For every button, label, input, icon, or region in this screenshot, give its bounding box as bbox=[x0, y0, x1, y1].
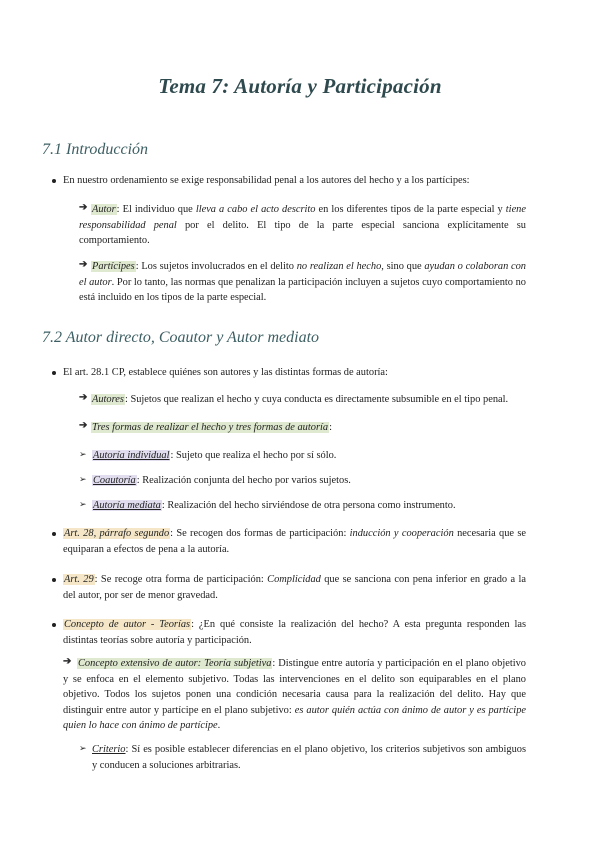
arrow-icon: ➔ bbox=[63, 656, 72, 667]
text: por el delito. El tipo de la parte especial sanciona explícitamente su comportamiento. bbox=[79, 219, 526, 246]
coautoria-term: Coautoría bbox=[93, 475, 136, 486]
participes-term: Partícipes bbox=[92, 261, 135, 272]
art-28-term: Art. 28, párrafo segundo bbox=[64, 528, 170, 539]
text: . bbox=[217, 720, 221, 731]
arrow-icon: ➔ bbox=[79, 202, 88, 213]
tres-formas-term: Tres formas de realizar el hecho y tres formas de autoría bbox=[92, 422, 329, 433]
text: : Distingue entre autoría y participación en el plano objetivo y se enfoca en el elemento subjetivo. Todas las intervenciones en el delito son equiparables en el plano objetivo. Todos los sujetos ponen una condición necesaria causa para la realización del delito. Hay que distinguir entre autor y partícipe en el plano subjetivo: bbox=[63, 658, 526, 716]
emphasis: inducción y cooperación bbox=[349, 528, 454, 539]
coautoria bbox=[92, 473, 522, 489]
text: , sino que bbox=[381, 261, 425, 272]
bullet-concepto-autor bbox=[63, 617, 526, 648]
bullet-art-28-1 bbox=[63, 365, 533, 381]
autores-term: Autores bbox=[92, 394, 124, 405]
text: que se sanciona con pena inferior en grado a la del autor, por ser de menor gravedad. bbox=[63, 574, 526, 601]
criterio-term: Criterio bbox=[92, 744, 126, 755]
emphasis: lleva a cabo el acto descrito bbox=[195, 204, 316, 215]
triangle-arrow-icon: ➢ bbox=[79, 743, 87, 753]
bullet-intro bbox=[63, 173, 533, 189]
bullet-art-29 bbox=[63, 572, 526, 603]
bullet-dot bbox=[52, 179, 56, 183]
autor-definition bbox=[79, 202, 526, 249]
text: : Sujeto que realiza el hecho por sí sólo. bbox=[170, 450, 337, 461]
autoria-individual-term: Autoría individual bbox=[93, 450, 170, 461]
concepto-extensivo-term: Concepto extensivo de autor: Teoría subjetiva bbox=[78, 658, 272, 669]
arrow-icon: ➔ bbox=[79, 392, 88, 403]
text: : Los sujetos involucrados en el delito bbox=[135, 261, 297, 272]
bullet-dot bbox=[52, 532, 56, 536]
page-title: Tema 7: Autoría y Participación bbox=[158, 74, 442, 98]
autor-term: Autor bbox=[92, 204, 116, 215]
text: . Por lo tanto, las normas que penalizan la participación incluyen a sujetos cuyo comportamiento no está incluido en los tipos de la parte especial. bbox=[79, 276, 526, 303]
text: en los diferentes tipos de la parte especial y bbox=[315, 204, 506, 215]
autoria-mediata bbox=[92, 498, 522, 514]
emphasis: tiene responsabilidad penal bbox=[79, 204, 526, 231]
arrow-icon: ➔ bbox=[79, 420, 88, 431]
text: necesaria que se equiparan a efectos de pena a la autoría. bbox=[63, 528, 526, 555]
text: : Realización conjunta del hecho por varios sujetos. bbox=[136, 475, 351, 486]
text: : Se recoge otra forma de participación: bbox=[94, 574, 268, 585]
emphasis: es autor quién actúa con ánimo de autor y es partícipe quien lo hace con ánimo de partícipe bbox=[63, 704, 527, 731]
text: : Se recogen dos formas de participación: bbox=[170, 528, 350, 539]
text: : Sí es posible establecer diferencias en el plano objetivo, los criterios subjetivos son ambiguos y conducen a soluciones arbitrarias. bbox=[92, 744, 526, 771]
tres-formas bbox=[79, 420, 526, 436]
bullet-dot bbox=[52, 371, 56, 375]
section-heading-7-1: 7.1 Introducción bbox=[42, 141, 149, 158]
concepto-autor-term: Concepto de autor - Teorías bbox=[64, 619, 191, 630]
text: : El individuo que bbox=[116, 204, 196, 215]
concepto-extensivo bbox=[63, 656, 526, 734]
autores-definition bbox=[79, 392, 526, 408]
section-heading-7-2: 7.2 Autor directo, Coautor y Autor mediato bbox=[42, 329, 320, 346]
text: : Realización del hecho sirviéndose de otra persona como instrumento. bbox=[161, 500, 456, 511]
autoria-mediata-term: Autoría mediata bbox=[93, 500, 161, 511]
emphasis: Complicidad bbox=[267, 574, 321, 585]
text: : bbox=[329, 422, 332, 433]
bullet-text: En nuestro ordenamiento se exige responsabilidad penal a los autores del hecho y a los partícipes: bbox=[63, 175, 470, 186]
triangle-arrow-icon: ➢ bbox=[79, 499, 87, 509]
triangle-arrow-icon: ➢ bbox=[79, 449, 87, 459]
text: : ¿En qué consiste la realización del hecho? A esta pregunta responden las distintas teorías sobre autoría y participación. bbox=[63, 619, 526, 646]
participes-definition bbox=[79, 259, 526, 306]
bullet-dot bbox=[52, 578, 56, 582]
bullet-text: El art. 28.1 CP, establece quiénes son autores y las distintas formas de autoría: bbox=[63, 367, 388, 378]
bullet-art-28-parrafo bbox=[63, 526, 526, 557]
emphasis: no realizan el hecho bbox=[296, 261, 382, 272]
triangle-arrow-icon: ➢ bbox=[79, 474, 87, 484]
criterio bbox=[92, 742, 526, 773]
emphasis: ayudan o colaboran con el autor bbox=[79, 261, 526, 288]
arrow-icon: ➔ bbox=[79, 259, 88, 270]
autoria-individual bbox=[92, 448, 522, 464]
art-29-term: Art. 29 bbox=[64, 574, 94, 585]
bullet-dot bbox=[52, 623, 56, 627]
text: : Sujetos que realizan el hecho y cuya conducta es directamente subsumible en el tipo penal. bbox=[124, 394, 509, 405]
